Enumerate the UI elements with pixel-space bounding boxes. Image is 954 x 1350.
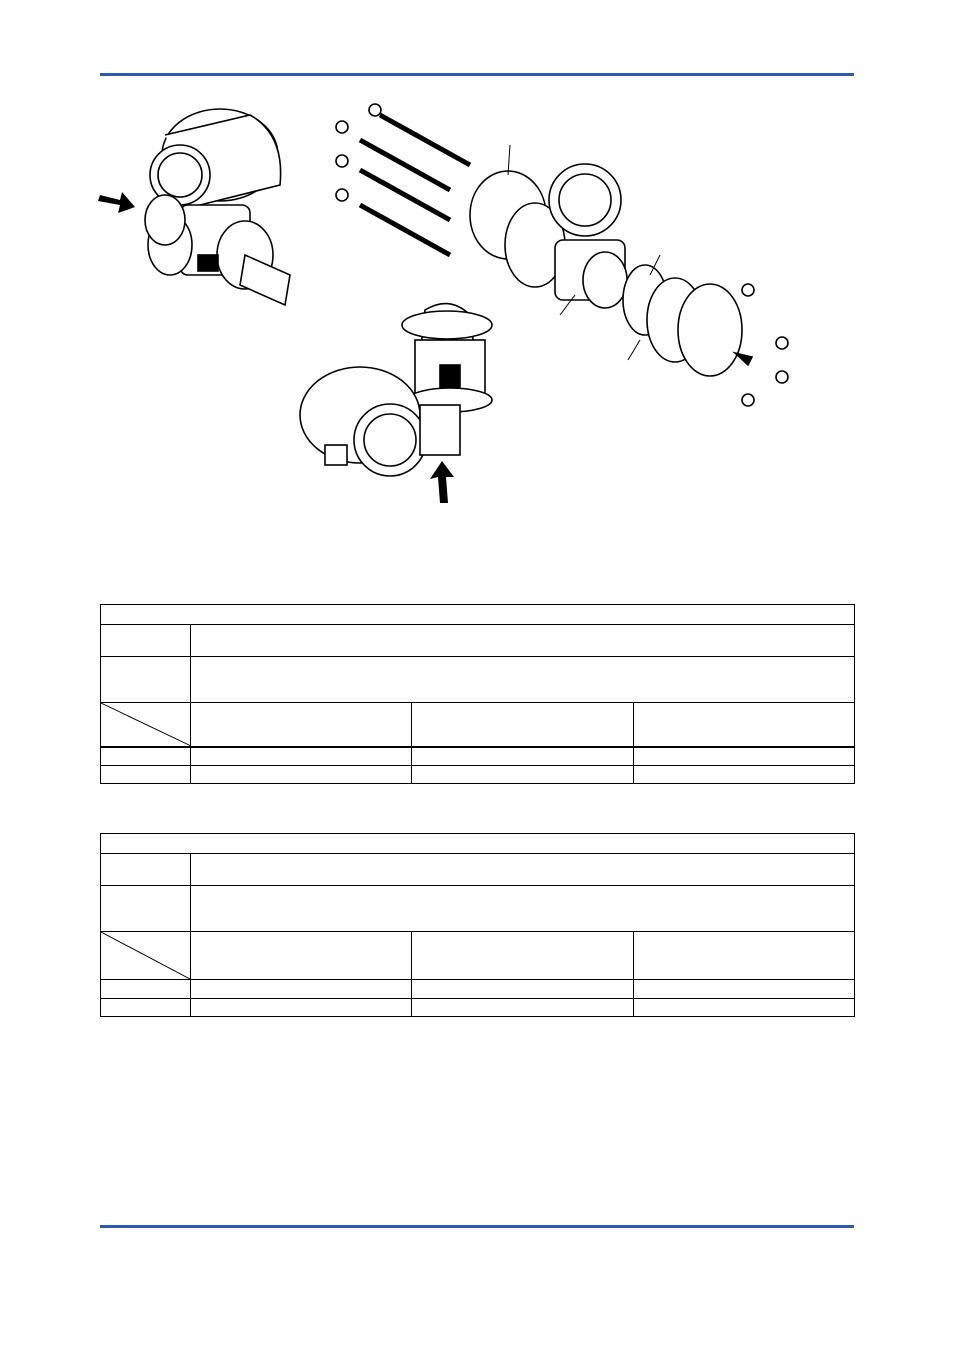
- table-row-value: [191, 886, 855, 932]
- table-row-value: [191, 657, 855, 703]
- table-cell: [633, 999, 854, 1017]
- table-cell: [101, 747, 191, 766]
- flowmeter-horizontal-icon: [145, 109, 290, 305]
- spec-table-2: [100, 833, 855, 1017]
- table-title-row: [101, 605, 855, 625]
- table-cell: [412, 999, 633, 1017]
- table-row-label: [101, 886, 191, 932]
- table-title-row: [101, 834, 855, 854]
- flow-arrow-icon: [98, 192, 135, 213]
- column-header: [191, 932, 412, 980]
- column-header: [633, 932, 854, 980]
- table-row-label: [101, 657, 191, 703]
- table-cell: [412, 747, 633, 766]
- table-row-label: [101, 854, 191, 886]
- flowmeter-exploded-icon: [336, 104, 788, 406]
- table-cell: [633, 747, 854, 766]
- table-cell: [412, 980, 633, 999]
- table-cell: [101, 980, 191, 999]
- column-header: [633, 703, 854, 747]
- flowmeter-installation-figure: [80, 95, 820, 515]
- flowmeter-vertical-icon: [300, 304, 492, 476]
- table-row-value: [191, 625, 855, 657]
- diagonal-header-cell: [101, 703, 191, 747]
- table-cell: [101, 766, 191, 784]
- table-cell: [412, 766, 633, 784]
- table-cell: [633, 766, 854, 784]
- table-cell: [101, 999, 191, 1017]
- table-cell: [633, 980, 854, 999]
- column-header: [412, 703, 633, 747]
- table-row-value: [191, 854, 855, 886]
- column-header: [412, 932, 633, 980]
- footer-rule: [100, 1225, 854, 1228]
- table-cell: [191, 766, 412, 784]
- spec-table-1: [100, 604, 855, 784]
- table-cell: [191, 747, 412, 766]
- column-header: [191, 703, 412, 747]
- diagonal-header-cell: [101, 932, 191, 980]
- table-row-label: [101, 625, 191, 657]
- table-cell: [191, 980, 412, 999]
- header-rule: [100, 73, 854, 76]
- table-cell: [191, 999, 412, 1017]
